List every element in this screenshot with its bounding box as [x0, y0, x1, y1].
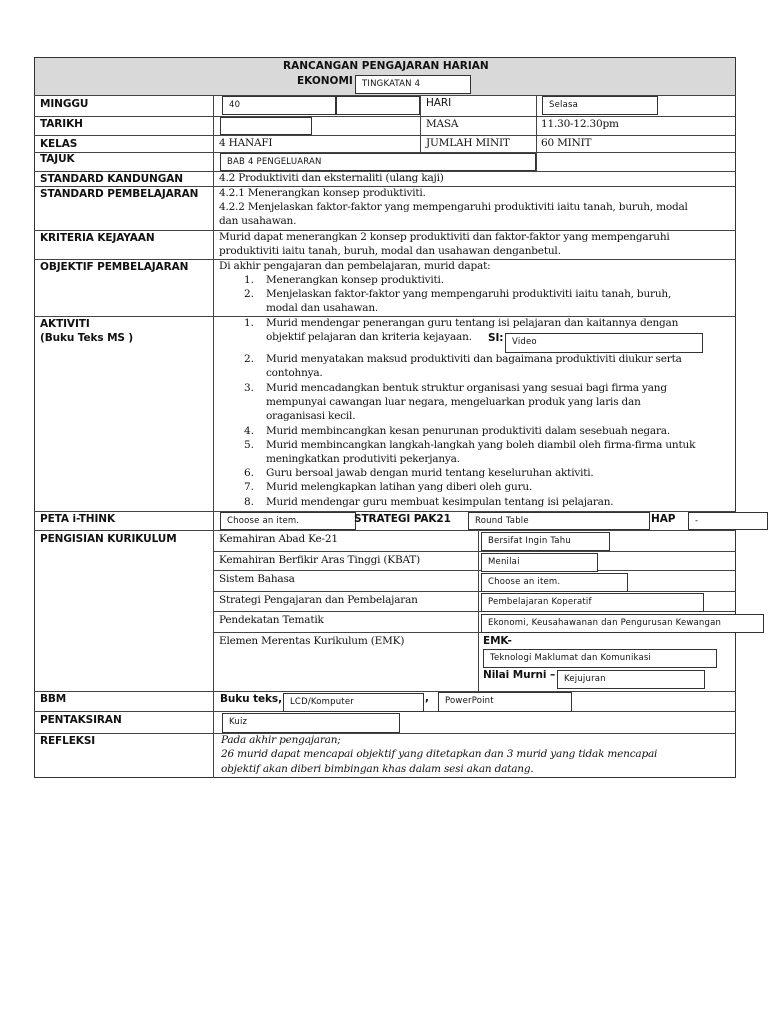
tajuk-label: TAJUK	[40, 153, 75, 165]
bbm-item-field[interactable]: PowerPoint	[438, 692, 572, 712]
pengisian-row-label: Strategi Pengajaran dan Pembelajaran	[219, 594, 418, 606]
objektif-item-number: 1.	[244, 274, 255, 286]
row-divider	[34, 691, 736, 692]
tingkatan-field[interactable]: TINGKATAN 4	[355, 75, 471, 94]
emk-field[interactable]: Teknologi Maklumat dan Komunikasi	[483, 649, 717, 668]
aktiviti-number: 5.	[244, 439, 255, 451]
peta-field[interactable]: Choose an item.	[220, 512, 356, 530]
si-field[interactable]: Video	[505, 333, 703, 353]
pengisian-row-label: Sistem Bahasa	[219, 573, 295, 585]
kbat-field[interactable]: Menilai	[481, 553, 598, 572]
hap-label: HAP	[651, 513, 676, 525]
aktiviti-line: contohnya.	[266, 367, 323, 379]
aktiviti-line: Murid membincangkan kesan penurunan produktiviti dalam sesebuah negara.	[266, 425, 670, 437]
kemahiran-abad-field[interactable]: Bersifat Ingin Tahu	[481, 532, 610, 551]
nilai-murni-field[interactable]: Kejujuran	[557, 670, 705, 689]
hap-field[interactable]: -	[688, 512, 768, 530]
tarikh-field[interactable]	[220, 117, 312, 135]
pentaksiran-label: PENTAKSIRAN	[40, 714, 122, 726]
page-title: RANCANGAN PENGAJARAN HARIAN	[283, 60, 489, 72]
aktiviti-line: Murid menyatakan maksud produktiviti dan bagaimana produktiviti diukur serta	[266, 353, 682, 365]
col-divider	[213, 95, 214, 778]
row-divider	[213, 570, 736, 571]
row-divider	[34, 530, 736, 531]
aktiviti-number: 8.	[244, 496, 255, 508]
row-divider	[34, 135, 736, 136]
kriteria-line: Murid dapat menerangkan 2 konsep produktiviti dan faktor-faktor yang mempengaruhi	[219, 231, 670, 243]
aktiviti-line: Murid membincangkan langkah-langkah yang boleh diambil oleh firma-firma untuk	[266, 439, 696, 451]
jumlah-minit-value: 60 MINIT	[541, 137, 592, 149]
aktiviti-line: Murid mendengar guru membuat kesimpulan tentang isi pelajaran.	[266, 496, 614, 508]
aktiviti-line: objektif pelajaran dan kriteria kejayaan.	[266, 331, 472, 343]
pengisian-row-label: Kemahiran Berfikir Aras Tinggi (KBAT)	[219, 554, 420, 566]
aktiviti-line: Guru bersoal jawab dengan murid tentang keseluruhan aktiviti.	[266, 467, 594, 479]
aktiviti-sublabel: (Buku Teks MS )	[40, 332, 134, 344]
bbm-item-field[interactable]: LCD/Komputer	[283, 693, 424, 712]
row-divider	[213, 551, 736, 552]
masa-label: MASA	[426, 118, 459, 130]
aktiviti-number: 1.	[244, 317, 255, 329]
objektif-item: Menjelaskan faktor-faktor yang mempengaruhi produktiviti iaitu tanah, buruh,	[266, 288, 672, 300]
refleksi-line: objektif akan diberi bimbingan khas dalam sesi akan datang.	[221, 763, 534, 775]
col-divider	[478, 530, 479, 691]
standard-pembelajaran-label: STANDARD PEMBELAJARAN	[40, 188, 199, 200]
subject-label: EKONOMI	[297, 75, 353, 87]
kriteria-kejayaan-label: KRITERIA KEJAYAAN	[40, 232, 155, 244]
sistem-bahasa-field[interactable]: Choose an item.	[481, 573, 628, 592]
emk-label: EMK-	[483, 635, 512, 647]
col-divider	[420, 95, 421, 152]
bbm-separator: ,	[425, 692, 429, 704]
aktiviti-line: Murid mencadangkan bentuk struktur organisasi yang sesuai bagi firma yang	[266, 382, 667, 394]
strategi-pak21-field[interactable]: Round Table	[468, 512, 650, 530]
masa-value: 11.30-12.30pm	[541, 118, 619, 130]
kelas-value: 4 HANAFI	[219, 137, 273, 149]
nilai-murni-label: Nilai Murni –	[483, 669, 556, 681]
row-divider	[34, 733, 736, 734]
strategi-pak21-label: STRATEGI PAK21	[354, 513, 451, 525]
minggu-label: MINGGU	[40, 98, 89, 110]
standard-kandungan-label: STANDARD KANDUNGAN	[40, 173, 183, 185]
pengisian-label: PENGISIAN KURIKULUM	[40, 533, 177, 545]
aktiviti-line: meningkatkan produtiviti pekerjanya.	[266, 453, 460, 465]
objektif-item: Menerangkan konsep produktiviti.	[266, 274, 444, 286]
aktiviti-number: 7.	[244, 481, 255, 493]
objektif-label: OBJEKTIF PEMBELAJARAN	[40, 261, 189, 273]
hari-field[interactable]: Selasa	[542, 96, 658, 115]
standard-pembelajaran-line: dan usahawan.	[219, 215, 297, 227]
row-divider	[34, 116, 736, 117]
tajuk-field[interactable]: BAB 4 PENGELUARAN	[220, 153, 536, 171]
aktiviti-number: 2.	[244, 353, 255, 365]
aktiviti-line: Murid mendengar penerangan guru tentang isi pelajaran dan kaitannya dengan	[266, 317, 679, 329]
jumlah-minit-label: JUMLAH MINIT	[426, 137, 510, 149]
aktiviti-line: oraganisasi kecil.	[266, 410, 356, 422]
pengisian-row-label: Elemen Merentas Kurikulum (EMK)	[219, 635, 405, 647]
tarikh-label: TARIKH	[40, 118, 83, 130]
aktiviti-number: 6.	[244, 467, 255, 479]
refleksi-line: 26 murid dapat mencapai objektif yang ditetapkan dan 3 murid yang tidak mencapai	[221, 748, 658, 760]
bbm-label: BBM	[40, 693, 67, 705]
standard-pembelajaran-line: 4.2.1 Menerangkan konsep produktiviti.	[219, 187, 426, 199]
standard-kandungan-value: 4.2 Produktiviti dan eksternaliti (ulang kaji)	[219, 172, 444, 184]
aktiviti-number: 4.	[244, 425, 255, 437]
objektif-item-number: 2.	[244, 288, 255, 300]
pentaksiran-field[interactable]: Kuiz	[222, 713, 400, 733]
col-divider	[536, 95, 537, 152]
bbm-prefix: Buku teks,	[220, 693, 282, 705]
row-divider	[213, 591, 736, 592]
col-divider	[536, 152, 537, 171]
si-label: SI:	[488, 332, 504, 344]
aktiviti-number: 3.	[244, 382, 255, 394]
kriteria-line: produktiviti iaitu tanah, buruh, modal dan usahawan denganbetul.	[219, 245, 561, 257]
minggu-field[interactable]: 40	[222, 96, 336, 115]
minggu-extra-field[interactable]	[336, 96, 420, 115]
hari-label: HARI	[426, 97, 452, 109]
strategi-pdp-field[interactable]: Pembelajaran Koperatif	[481, 593, 704, 612]
objektif-item: modal dan usahawan.	[266, 302, 379, 314]
standard-pembelajaran-line: 4.2.2 Menjelaskan faktor-faktor yang mempengaruhi produktiviti iaitu tanah, buruh, modal	[219, 201, 688, 213]
kelas-label: KELAS	[40, 138, 78, 150]
refleksi-line: Pada akhir pengajaran;	[221, 734, 341, 746]
refleksi-label: REFLEKSI	[40, 735, 96, 747]
pengisian-row-label: Kemahiran Abad Ke-21	[219, 533, 338, 545]
pengisian-row-label: Pendekatan Tematik	[219, 614, 324, 626]
aktiviti-line: mempunyai cawangan luar negara, mengeluarkan produk yang laris dan	[266, 396, 641, 408]
aktiviti-label: AKTIVITI	[40, 318, 90, 330]
objektif-intro: Di akhir pengajaran dan pembelajaran, murid dapat:	[219, 260, 491, 272]
peta-label: PETA i-THINK	[40, 513, 115, 525]
pendekatan-tematik-field[interactable]: Ekonomi, Keusahawanan dan Pengurusan Kewangan	[481, 614, 764, 633]
aktiviti-line: Murid melengkapkan latihan yang diberi oleh guru.	[266, 481, 533, 493]
